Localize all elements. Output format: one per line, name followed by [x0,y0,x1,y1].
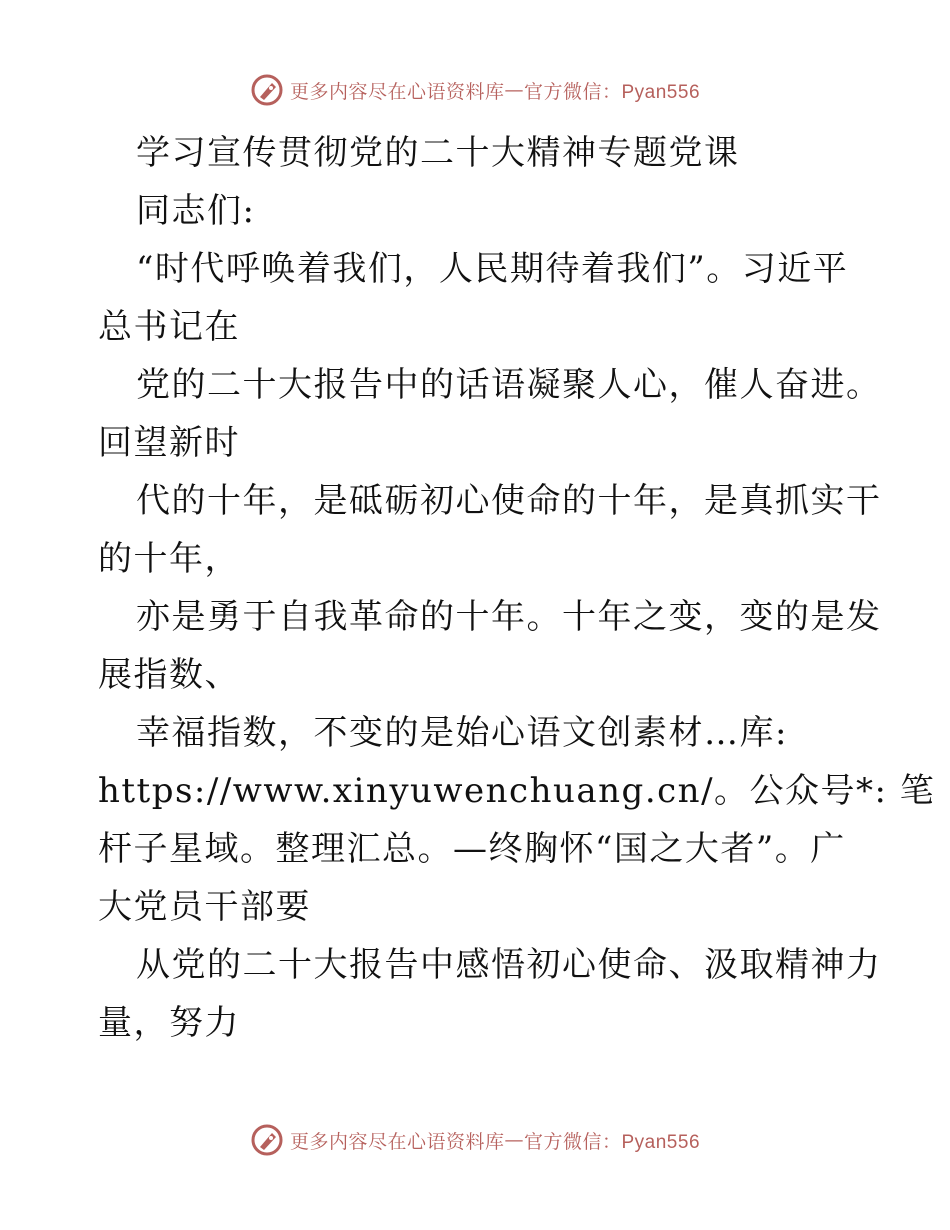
paragraph-line: 从党的二十大报告中感悟初心使命、汲取精神力 [136,945,882,985]
pen-nib-logo-icon [250,1123,284,1157]
paragraph-line: 总书记在 [98,307,240,347]
paragraph-line: “时代呼唤着我们，人民期待着我们”。习近平 [136,249,849,289]
pen-nib-logo-icon [250,73,284,107]
header-dash: — [504,79,524,101]
document-body [98,124,936,1052]
paragraph-line: 量，努力 [98,1003,240,1043]
paragraph-line: 同志们: [136,191,256,231]
header-banner [0,70,950,110]
paragraph-line: 展指数、 [98,655,240,695]
document-title: 学习宣传贯彻党的二十大精神专题党课 [136,133,740,173]
footer-dash: — [504,1129,524,1151]
paragraph-line: 幸福指数，不变的是始心语文创素材…库: [136,713,788,753]
paragraph-line: 回望新时 [98,423,240,463]
paragraph-line: 的十年， [98,539,240,579]
paragraph-line: 亦是勇于自我革命的十年。十年之变，变的是发 [136,597,882,637]
footer-wechat-text: 官方微信：Pyan556 [524,1131,701,1153]
paragraph-line: 党的二十大报告中的话语凝聚人心，催人奋进。 [136,365,882,405]
header-wechat-text: 官方微信：Pyan556 [524,81,701,103]
paragraph-line: 杆子星域。整理汇总。—终胸怀“国之大者”。广 [98,829,846,869]
footer-banner [0,1120,950,1160]
paragraph-line: https://www.xinyuwenchuang.cn/。公众号*: 笔 [98,771,936,811]
header-site-text: 更多内容尽在心语资料库 [289,80,505,103]
paragraph-line: 代的十年，是砥砺初心使命的十年，是真抓实干 [136,481,882,521]
paragraph-line: 大党员干部要 [98,887,311,927]
footer-site-text: 更多内容尽在心语资料库 [289,1130,505,1153]
